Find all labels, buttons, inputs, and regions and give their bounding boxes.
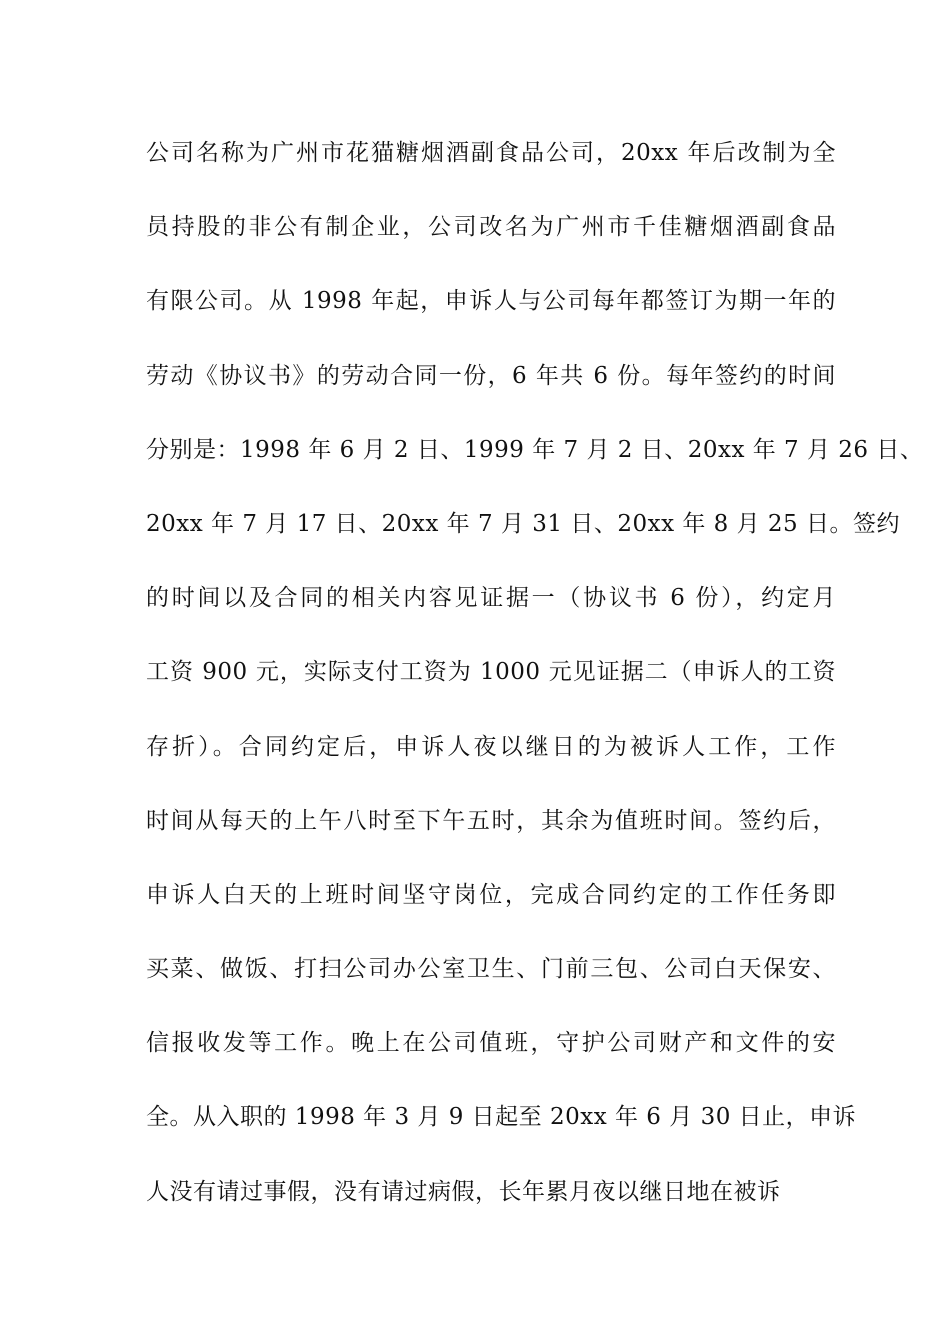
text-line: 全。从入职的 1998 年 3 月 9 日起至 20xx 年 6 月 30 日止，申诉	[146, 1104, 857, 1131]
text-line: 信报收发等工作。晚上在公司值班，守护公司财产和文件的安	[146, 1030, 836, 1057]
text-line: 有限公司。从 1998 年起，申诉人与公司每年都签订为期一年的	[146, 288, 836, 315]
text-line: 工资 900 元，实际支付工资为 1000 元见证据二（申诉人的工资	[146, 659, 836, 686]
text-line: 时间从每天的上午八时至下午五时，其余为值班时间。签约后，	[146, 807, 836, 834]
text-line: 20xx 年 7 月 17 日、20xx 年 7 月 31 日、20xx 年 8 月 25 日。签约	[146, 510, 900, 537]
text-line: 申诉人白天的上班时间坚守岗位，完成合同约定的工作任务即	[146, 881, 836, 908]
text-line: 公司名称为广州市花猫糖烟酒副食品公司，20xx 年后改制为全	[146, 140, 836, 166]
body-text	[146, 130, 924, 1243]
text-line: 劳动《协议书》的劳动合同一份，6 年共 6 份。每年签约的时间	[146, 362, 836, 389]
text-line: 存折）。合同约定后，申诉人夜以继日的为被诉人工作，工作	[146, 733, 836, 760]
text-line: 买菜、做饭、打扫公司办公室卫生、门前三包、公司白天保安、	[146, 956, 836, 983]
text-line: 的时间以及合同的相关内容见证据一（协议书 6 份），约定月	[146, 585, 836, 612]
text-line: 人没有请过事假，没有请过病假，长年累月夜以继日地在被诉	[146, 1178, 781, 1205]
text-line: 分别是：1998 年 6 月 2 日、1999 年 7 月 2 日、20xx 年 7 月 26 日、	[146, 436, 924, 463]
text-line: 员持股的非公有制企业，公司改名为广州市千佳糖烟酒副食品	[146, 214, 836, 241]
